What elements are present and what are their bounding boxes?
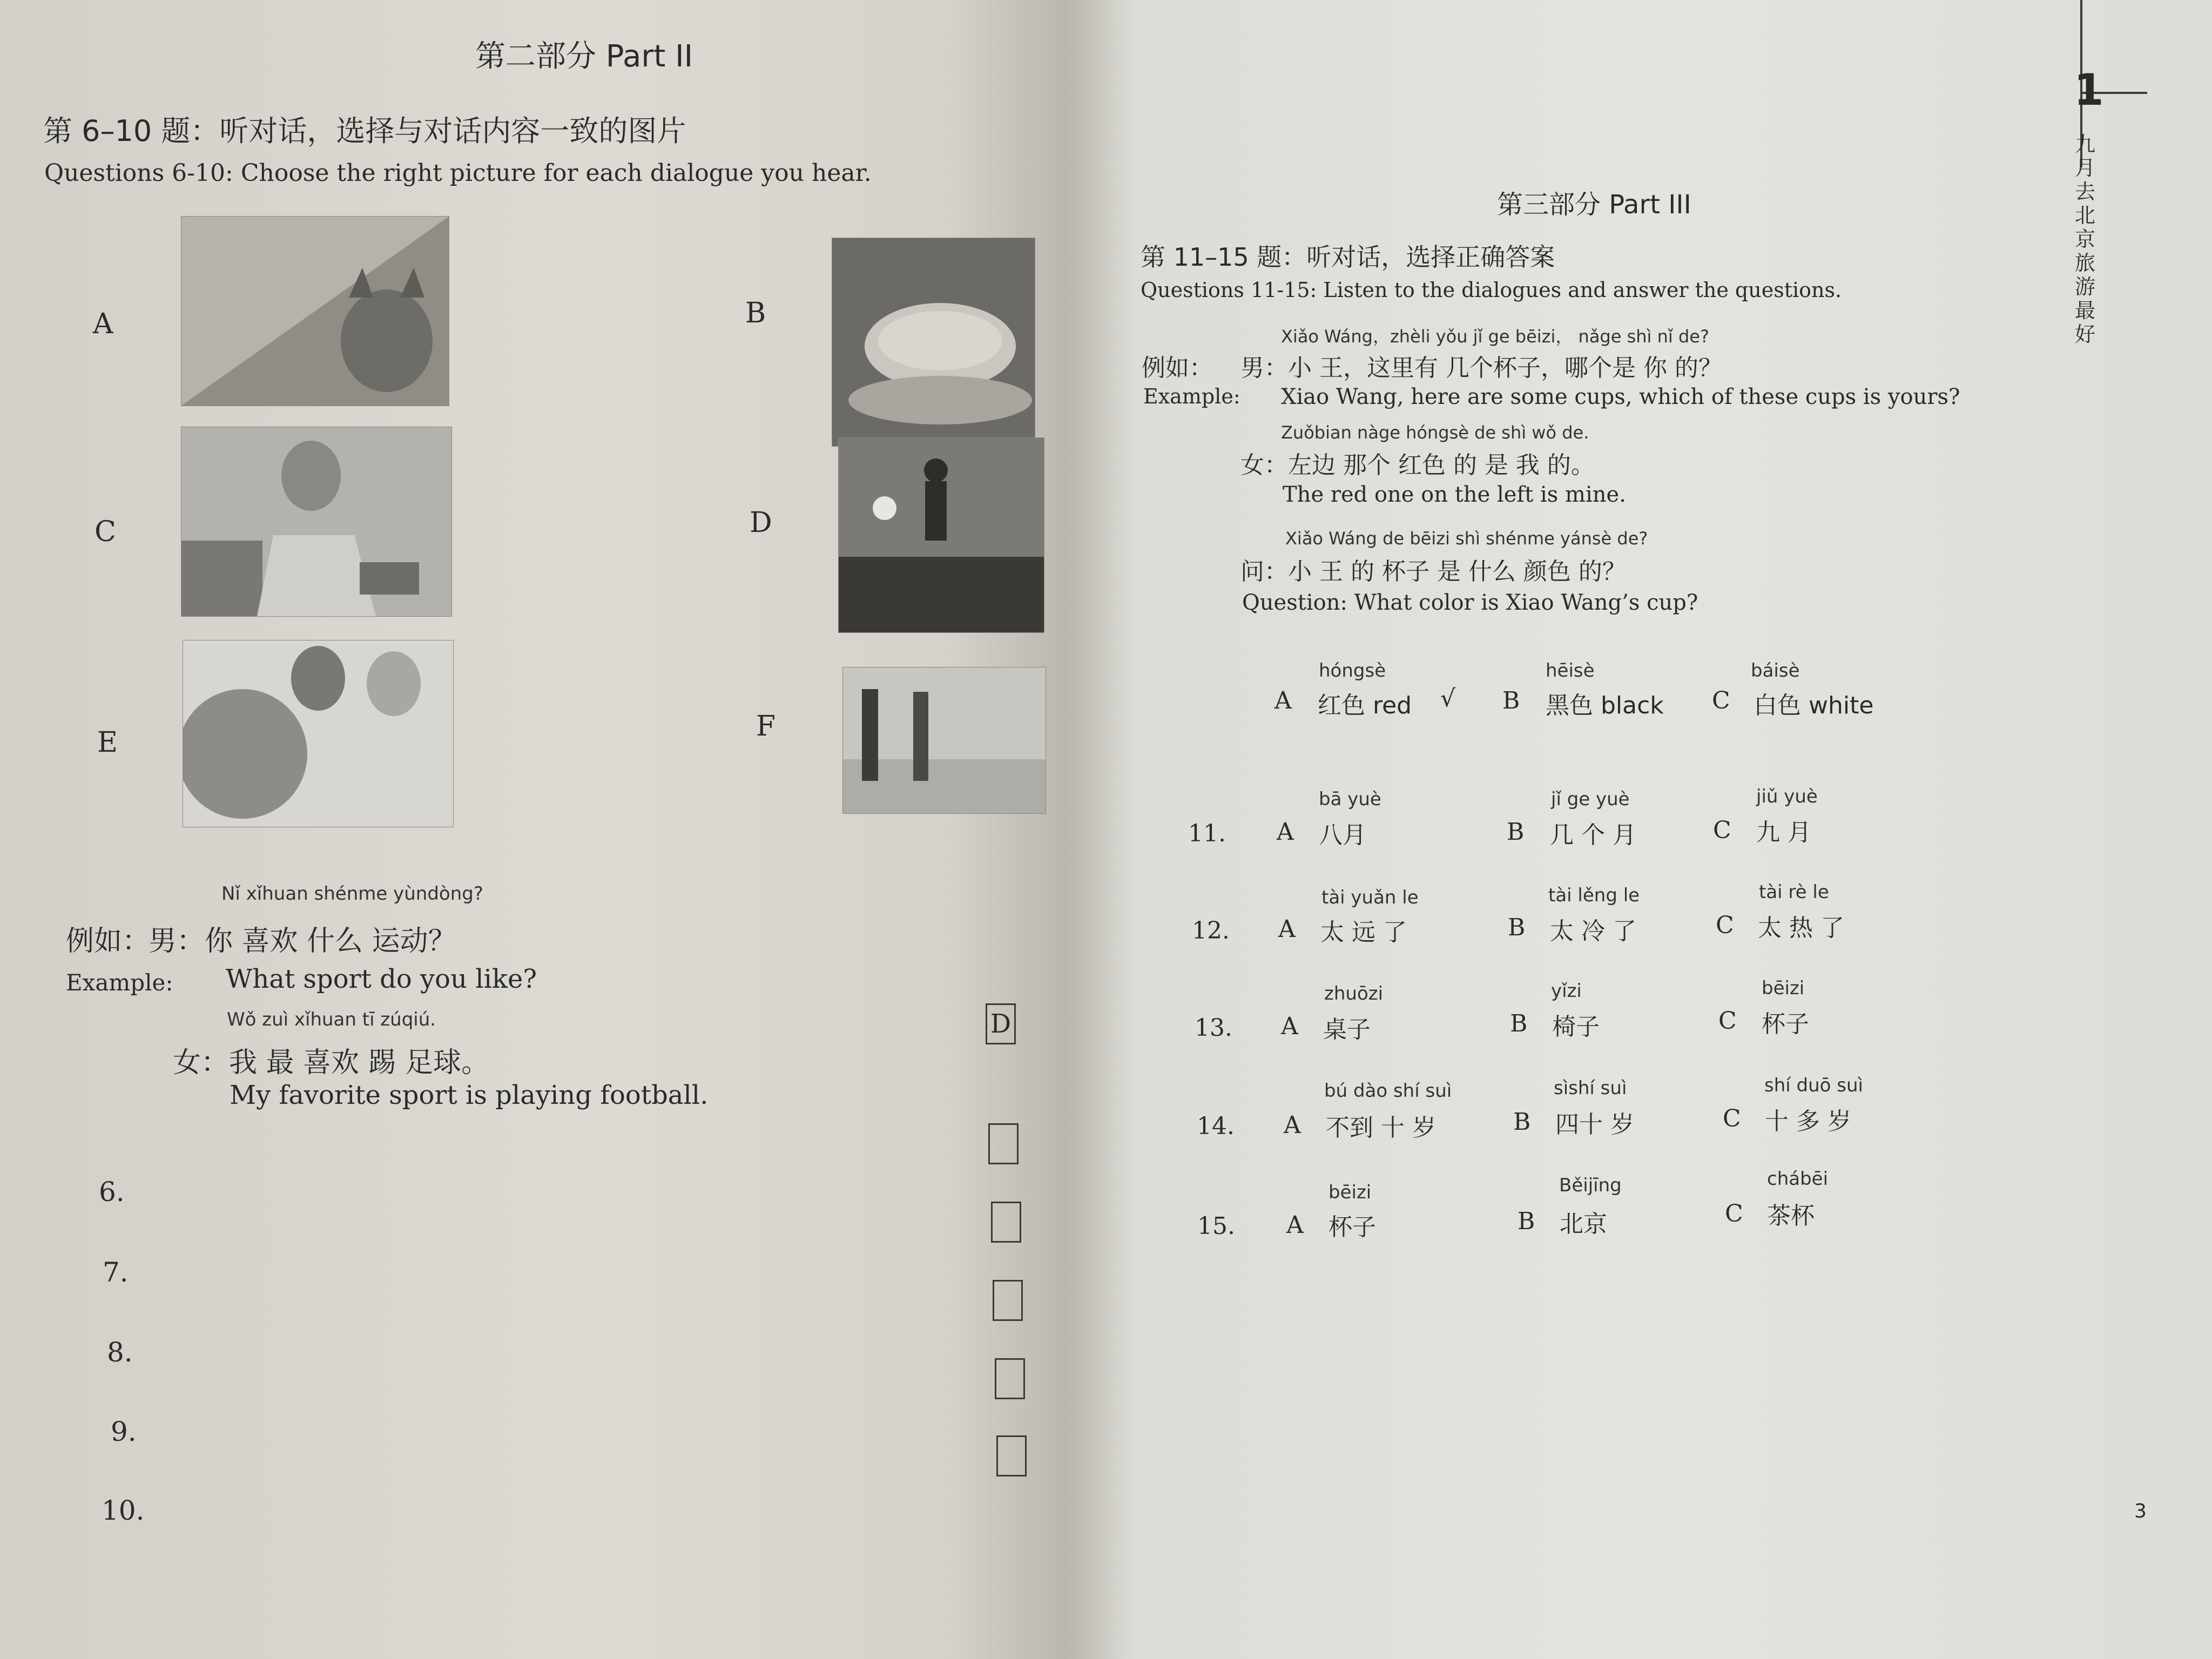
example-male-pinyin: Xiǎo Wáng，zhèli yǒu jǐ ge bēizi， nǎge shì nǐ de? xyxy=(1281,326,1709,347)
picture-d-football[interactable] xyxy=(838,437,1044,633)
question-12-a-letter[interactable]: A xyxy=(1278,915,1296,943)
section-title-part-3: 第三部分 Part III xyxy=(1497,190,1691,220)
question-11-b-text: 几 个 月 xyxy=(1550,821,1636,849)
question-14-b-pinyin: sìshí suì xyxy=(1554,1077,1627,1099)
question-15-b-text: 北京 xyxy=(1560,1210,1607,1238)
question-12-b-pinyin: tài lěng le xyxy=(1548,885,1640,906)
question-11-c-pinyin: jiǔ yuè xyxy=(1756,786,1818,807)
question-13-b-letter[interactable]: B xyxy=(1510,1010,1528,1037)
question-12-number: 12. xyxy=(1192,917,1230,945)
question-13-c-letter[interactable]: C xyxy=(1718,1007,1737,1035)
picture-e-globe[interactable] xyxy=(183,640,454,827)
example-male-zh: 男：你 喜欢 什么 运动？ xyxy=(149,925,456,957)
question-14-a-text: 不到 十 岁 xyxy=(1326,1114,1436,1142)
question-14-c-pinyin: shí duō suì xyxy=(1764,1075,1863,1096)
question-15-a-pinyin: bēizi xyxy=(1328,1182,1372,1203)
example-label-en: Example: xyxy=(66,969,173,996)
question-11-c-text: 九 月 xyxy=(1756,819,1811,846)
runners-image xyxy=(843,667,1046,813)
question-14-a-letter[interactable]: A xyxy=(1284,1111,1301,1139)
example-female-en: My favorite sport is playing football. xyxy=(230,1080,709,1110)
question-11-number: 11. xyxy=(1188,820,1226,847)
picture-f-runners[interactable] xyxy=(842,667,1046,814)
example-question-pinyin: Xiǎo Wáng de bēizi shì shénme yánsè de? xyxy=(1285,528,1648,549)
question-15-c-pinyin: chábēi xyxy=(1767,1168,1829,1190)
instruction-en: Questions 6-10: Choose the right picture for each dialogue you hear. xyxy=(44,159,872,187)
answer-box-9[interactable] xyxy=(995,1358,1025,1399)
example-label-zh: 例如： xyxy=(66,925,151,957)
example-option-b-text: 黑色 black xyxy=(1546,692,1664,719)
football-image xyxy=(839,438,1044,632)
chapter-number: 1 xyxy=(2074,65,2104,115)
question-13-a-pinyin: zhuōzi xyxy=(1324,983,1384,1004)
question-12-b-letter[interactable]: B xyxy=(1508,914,1526,941)
question-12-a-text: 太 远 了 xyxy=(1320,919,1407,946)
question-15-b-pinyin: Běijīng xyxy=(1559,1175,1622,1196)
question-11-a-letter[interactable]: A xyxy=(1277,818,1294,846)
question-8: 8. xyxy=(107,1337,133,1368)
example-male-zh: 男：小 王，这里有 几个杯子，哪个是 你 的？ xyxy=(1240,354,1722,382)
question-13-c-text: 杯子 xyxy=(1762,1010,1809,1038)
man-image xyxy=(181,427,451,616)
example-option-a-letter: A xyxy=(1274,687,1292,714)
question-11-c-letter[interactable]: C xyxy=(1713,817,1731,844)
instruction-en: Questions 11-15: Listen to the dialogues and answer the questions. xyxy=(1141,278,1842,302)
example-option-b-letter: B xyxy=(1502,687,1520,714)
example-option-c-text: 白色 white xyxy=(1754,692,1874,719)
question-13-b-text: 椅子 xyxy=(1552,1013,1600,1041)
picture-label-a: A xyxy=(93,308,113,340)
example-option-c-letter: C xyxy=(1712,687,1730,714)
question-14-b-text: 四十 岁 xyxy=(1555,1111,1634,1138)
example-answer-box: D xyxy=(986,1003,1016,1044)
left-page xyxy=(0,0,1072,1659)
globe-image xyxy=(183,640,453,827)
question-14-a-pinyin: bú dào shí suì xyxy=(1324,1080,1452,1102)
example-option-c-pinyin: báisè xyxy=(1751,660,1800,682)
example-female-zh: 女：左边 那个 红色 的 是 我 的。 xyxy=(1240,451,1595,479)
example-female-pinyin: Wǒ zuì xǐhuan tī zúqiú. xyxy=(227,1009,436,1030)
answer-box-7[interactable] xyxy=(991,1202,1021,1243)
question-13-b-pinyin: yǐzi xyxy=(1551,980,1582,1002)
instruction-zh: 第 11–15 题：听对话，选择正确答案 xyxy=(1141,242,1555,272)
example-option-a-pinyin: hóngsè xyxy=(1319,660,1386,682)
example-male-en: Xiao Wang, here are some cups, which of these cups is yours? xyxy=(1281,385,1960,409)
answer-box-6[interactable] xyxy=(988,1123,1019,1164)
question-7: 7. xyxy=(103,1257,129,1288)
question-12-c-pinyin: tài rè le xyxy=(1759,881,1829,903)
question-11-a-text: 八月 xyxy=(1319,821,1366,849)
question-12-a-pinyin: tài yuǎn le xyxy=(1321,887,1419,908)
question-9: 9. xyxy=(111,1416,137,1447)
example-label-en: Example: xyxy=(1143,385,1240,408)
picture-label-c: C xyxy=(95,516,116,548)
example-male-en: What sport do you like? xyxy=(226,964,537,994)
instruction-zh: 第 6–10 题：听对话，选择与对话内容一致的图片 xyxy=(43,114,686,148)
question-14-c-text: 十 多 岁 xyxy=(1765,1108,1851,1135)
section-title-part-2: 第二部分 Part II xyxy=(475,39,693,74)
question-11-a-pinyin: bā yuè xyxy=(1319,788,1381,810)
example-question-zh: 问：小 王 的 杯子 是 什么 颜色 的？ xyxy=(1240,558,1626,585)
question-13-a-letter[interactable]: A xyxy=(1281,1013,1298,1040)
answer-box-10[interactable] xyxy=(996,1435,1027,1476)
picture-label-d: D xyxy=(750,507,772,539)
picture-a-cat[interactable] xyxy=(181,216,449,406)
example-question-en: Question: What color is Xiao Wang’s cup? xyxy=(1242,590,1698,615)
question-15-a-letter[interactable]: A xyxy=(1286,1211,1304,1239)
picture-label-f: F xyxy=(756,710,776,743)
question-12-b-text: 太 冷 了 xyxy=(1550,918,1636,945)
question-15-a-text: 杯子 xyxy=(1328,1213,1376,1241)
question-15-c-letter[interactable]: C xyxy=(1725,1200,1743,1228)
question-12-c-text: 太 热 了 xyxy=(1758,914,1844,942)
question-13-c-pinyin: bēizi xyxy=(1762,977,1805,999)
question-13-number: 13. xyxy=(1195,1014,1232,1042)
example-female-zh: 女：我 最 喜欢 踢 足球。 xyxy=(173,1047,490,1079)
question-6: 6. xyxy=(99,1176,125,1208)
picture-b-cup[interactable] xyxy=(832,238,1035,447)
example-female-en: The red one on the left is mine. xyxy=(1283,482,1626,507)
picture-label-e: E xyxy=(97,726,118,759)
answer-box-8[interactable] xyxy=(993,1280,1023,1321)
question-13-a-text: 桌子 xyxy=(1323,1016,1371,1043)
question-15-b-letter[interactable]: B xyxy=(1518,1208,1535,1235)
question-15-c-text: 茶杯 xyxy=(1767,1202,1815,1230)
chapter-title: 九月去北京旅游最好 xyxy=(2075,132,2096,346)
cat-image xyxy=(181,217,449,406)
example-option-a-text: 红色 red xyxy=(1318,692,1412,719)
page-number: 3 xyxy=(2134,1500,2147,1522)
question-14-b-letter[interactable]: B xyxy=(1513,1108,1531,1136)
picture-label-b: B xyxy=(745,297,766,329)
question-12-c-letter[interactable]: C xyxy=(1716,912,1734,939)
question-10: 10. xyxy=(102,1495,145,1526)
question-14-number: 14. xyxy=(1197,1112,1235,1140)
example-label-zh: 例如： xyxy=(1142,354,1213,382)
question-11-b-letter[interactable]: B xyxy=(1507,818,1525,846)
example-male-pinyin: Nǐ xǐhuan shénme yùndòng? xyxy=(221,883,483,905)
question-15-number: 15. xyxy=(1197,1212,1235,1240)
check-mark: √ xyxy=(1440,685,1456,712)
cup-image xyxy=(832,238,1035,446)
question-14-c-letter[interactable]: C xyxy=(1723,1105,1741,1132)
right-page xyxy=(1065,0,2212,1659)
example-female-pinyin: Zuǒbian nàge hóngsè de shì wǒ de. xyxy=(1281,422,1589,443)
question-11-b-pinyin: jǐ ge yuè xyxy=(1551,788,1630,810)
picture-c-man-watch[interactable] xyxy=(181,427,452,617)
example-option-b-pinyin: hēisè xyxy=(1546,660,1595,682)
